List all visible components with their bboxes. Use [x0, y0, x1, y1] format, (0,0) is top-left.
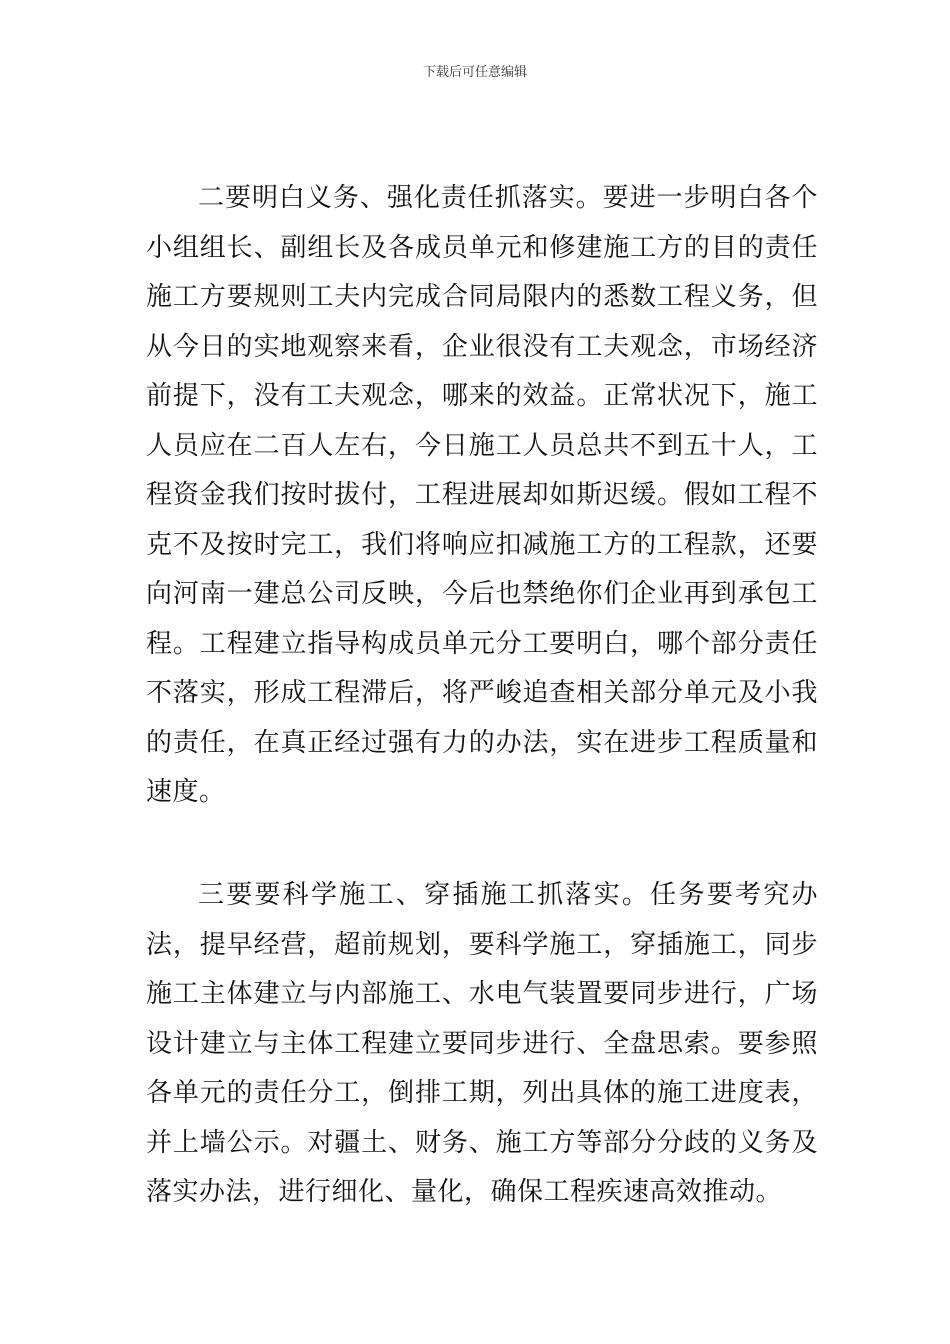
body-paragraph-2: 三要要科学施工、穿插施工抓落实。任务要考究办法，提早经营，超前规划，要科学施工，穿插施工，同步施工主体建立与内部施工、水电气装置要同步进行，广场设计建立与主体工程建立要同步进行、全盘思索。要参照各单元的责任分工，倒排工期，列出具体的施工进度表，并上墙公示。对疆土、财务、施工方等部分分歧的义务及落实办法，进行细化、量化，确保工程疾速高效推动。: [146, 880, 818, 1207]
body-paragraph-1: 二要明白义务、强化责任抓落实。要进一步明白各个小组组长、副组长及各成员单元和修建施工方的目的责任施工方要规则工夫内完成合同局限内的悉数工程义务，但从今日的实地观察来看，企业很没有工夫观念，市场经济前提下，没有工夫观念，哪来的效益。正常状况下，施工人员应在二百人左右，今日施工人员总共不到五十人，工程资金我们按时拔付，工程进展却如斯迟缓。假如工程不克不及按时完工，我们将响应扣减施工方的工程款，还要向河南一建总公司反映，今后也禁绝你们企业再到承包工程。工程建立指导构成员单元分工要明白，哪个部分责任不落实，形成工程滞后，将严峻追查相关部分单元及小我的责任，在真正经过强有力的办法，实在进步工程质量和速度。: [146, 183, 818, 807]
page-header: 下载后可任意编辑: [422, 65, 527, 80]
